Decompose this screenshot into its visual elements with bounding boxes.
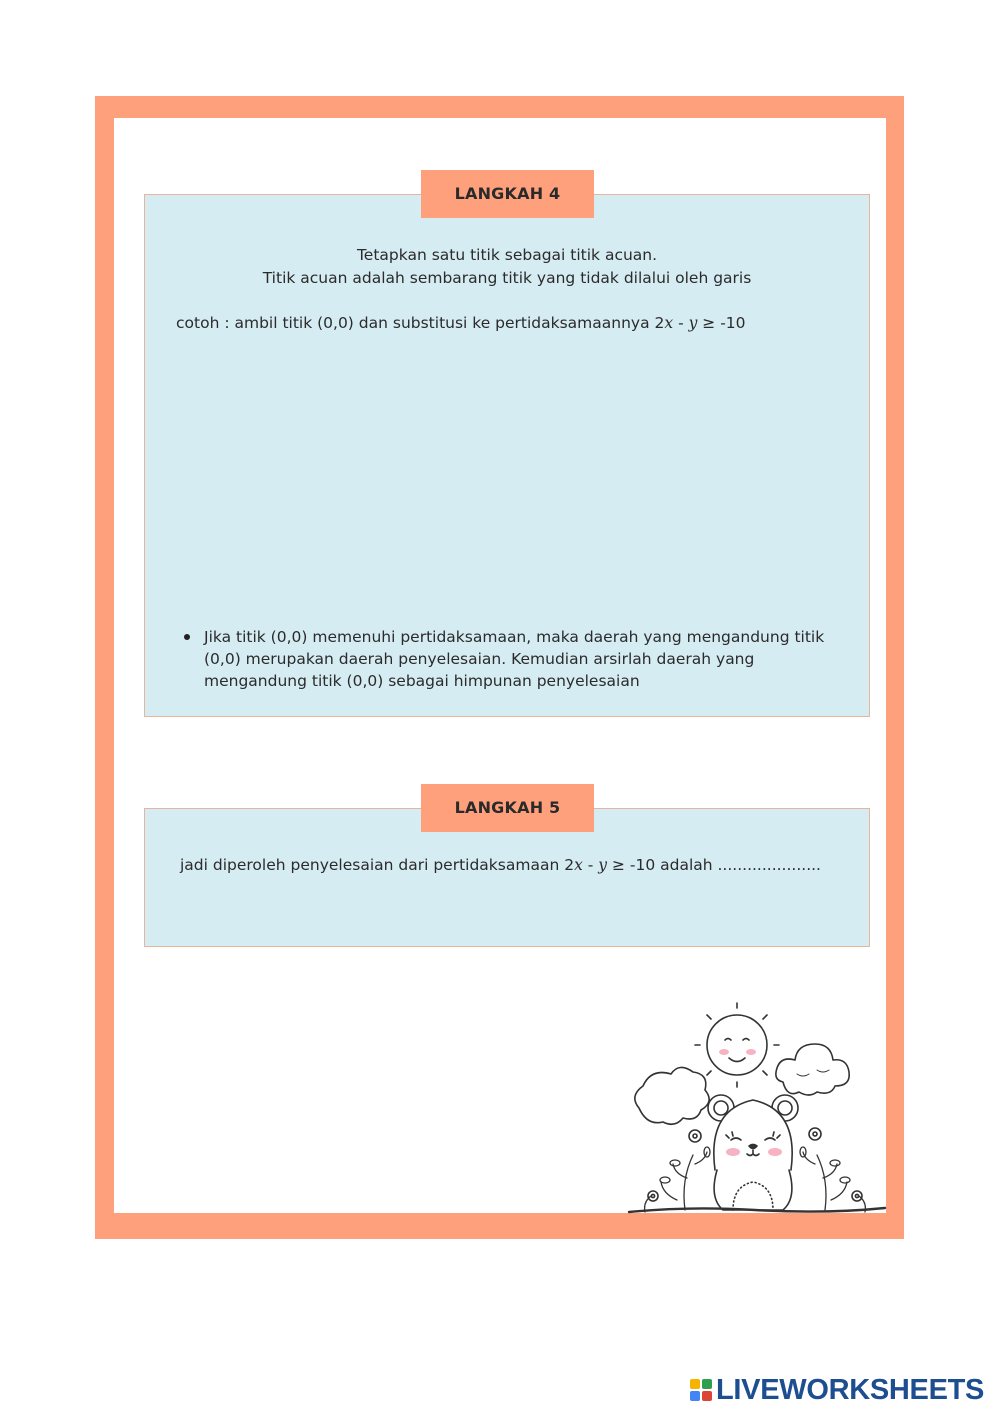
logo-text: LIVEWORKSHEETS — [716, 1373, 985, 1406]
step4-line1: Tetapkan satu titik sebagai titik acuan. — [356, 246, 658, 264]
step4-label: LANGKAH 4 — [421, 170, 594, 218]
cloud-icon — [635, 1067, 709, 1124]
step5-label: LANGKAH 5 — [421, 784, 594, 832]
step5-text — [180, 854, 860, 876]
bear-icon — [708, 1095, 798, 1210]
step4-example-mid: - — [673, 314, 689, 332]
bear-illustration — [625, 1000, 887, 1216]
step4-example-suffix: ≥ -10 — [697, 314, 746, 332]
step5-text-mid: - — [582, 856, 599, 874]
logo-square — [702, 1379, 712, 1389]
logo-square — [702, 1391, 712, 1401]
step5-text-suffix: ≥ -10 adalah ..................... — [607, 856, 821, 874]
step4-example-prefix: cotoh : ambil titik (0,0) dan substitusi ke pertidaksamaannya 2 — [176, 314, 665, 332]
logo-square — [690, 1391, 700, 1401]
logo-mark-icon — [690, 1379, 712, 1401]
step5-text-y: y — [598, 856, 608, 874]
step4-example — [176, 312, 856, 334]
sun-icon — [695, 1003, 779, 1087]
step4-example-x: x — [664, 314, 674, 332]
bullet-dot-icon — [184, 634, 190, 640]
cloud-icon — [776, 1044, 849, 1095]
liveworksheets-logo — [690, 1370, 984, 1410]
step4-example-y: y — [688, 314, 698, 332]
logo-square — [690, 1379, 700, 1389]
step4-line2: Titik acuan adalah sembarang titik yang tidak dilalui oleh garis — [262, 269, 752, 287]
step5-text-x: x — [574, 856, 583, 874]
step4-bullet-text: Jika titik (0,0) memenuhi pertidaksamaan, maka daerah yang mengandung titik (0,0) merupakan daerah penyelesaian. Kemudian arsirlah daerah yang mengandung titik (0,0) sebagai himpunan penyelesaian — [204, 628, 825, 690]
step5-text-prefix: jadi diperoleh penyelesaian dari pertidaksamaan 2 — [180, 856, 575, 874]
